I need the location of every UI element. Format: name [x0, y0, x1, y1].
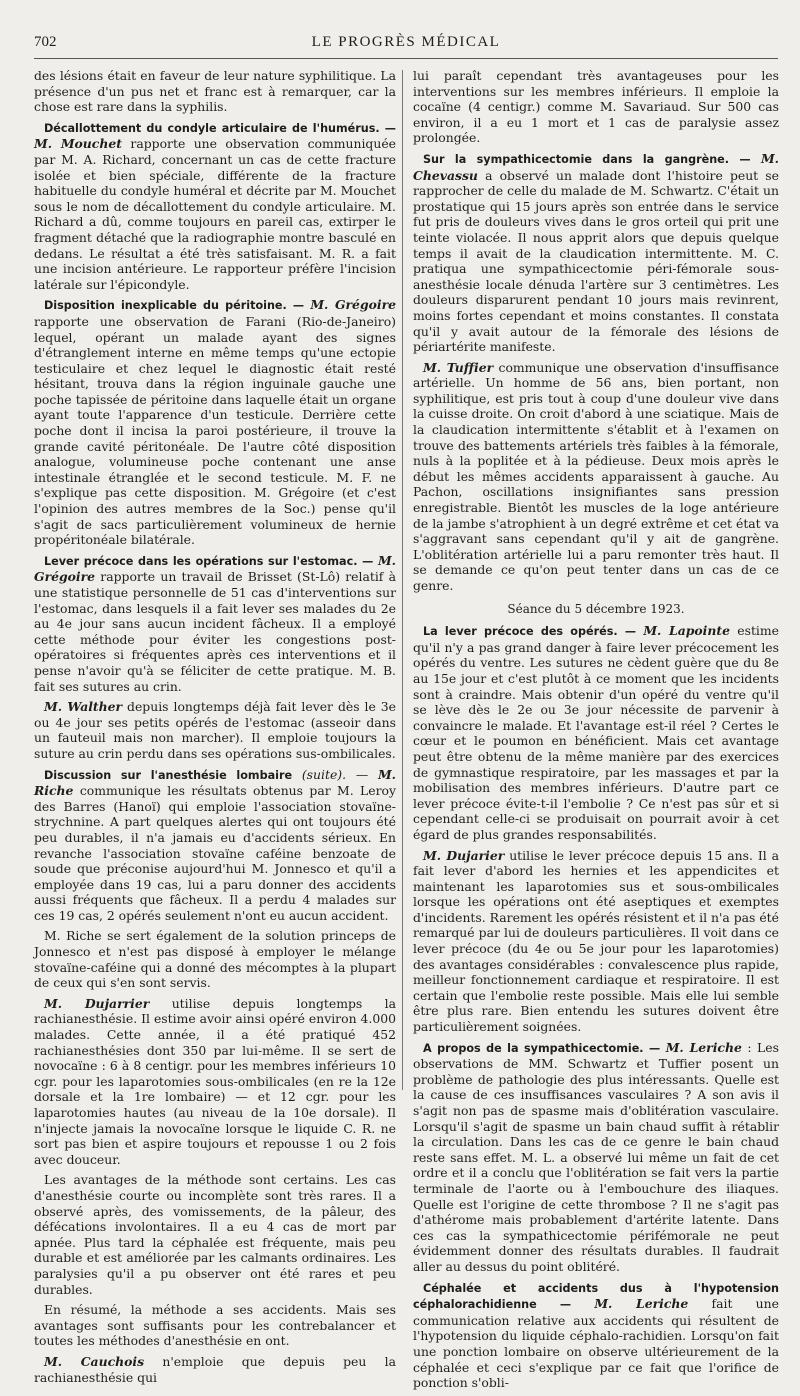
right-column: [413, 68, 779, 1396]
section-heading: Sur la sympathicectomie dans la gangrène. —: [423, 152, 751, 166]
section-text: fait une communication relative aux accidents qui résultent de l'hypotension du liquide céphalo-rachidien. Lorsqu'on fait une ponction lombaire on observe ultérieurement de la céphalée et ceci s'explique par ce fait que l'orifice de ponction s'obli-: [413, 1296, 779, 1391]
section-text: rapporte une observation communiquée par M. A. Richard, concernant un cas de cette fracture isolée et bien spéciale, différente de la fracture habituelle du condyle huméral et décrite par M. Mouchet sous le nom de décallottement du condyle articulaire. M. Richard a dû, comme toujours en pareil cas, extirper le fragment détaché que la radiographie montre basculé en dedans. Le résultat a été très satisfaisant. M. R. a fait une incision antérieure. Le rapporteur préfère l'incision latérale sur l'épicondyle.: [34, 136, 396, 292]
section-cephalee: [413, 1280, 779, 1391]
dash: —: [355, 766, 369, 782]
author-name: M. Dujarrier: [44, 995, 150, 1011]
paragraph-cauchois: [34, 1354, 396, 1385]
paragraph: Les avantages de la méthode sont certains. Les cas d'anesthésie courte ou incomplète sont très rares. Il a observé après, des vomissements, de la pâleur, des défécations involontaires. Il a eu 4 cas de mort par apnée. Plus tard la céphalée est fréquente, mais peu durable et est améliorée par les calmants ordinaires. Les paralysies qu'il a pu observer ont été rares et peu durables.: [34, 1172, 396, 1297]
left-column: [34, 68, 396, 1390]
section-text: communique une observation d'insuffisance artérielle. Un homme de 56 ans, bien portant, non syphilitique, est pris tout à coup d'une douleur vive dans la cuisse droite. On croit d'abord à une sciatique. Mais de la claudication intermittente s'établit et à l'examen on trouve des battements artériels très faibles à la fémorale, nuls à la poplitée et à la pédieuse. Deux mois après le début les mêmes accidents apparaissent à gauche. Au Pachon, oscillations insignifiantes sans pression enregistrable. Bientôt les muscles de la loge antérieure de la jambe s'atrophient à un degré extrême et cet état va s'aggravant sans cependant qu'il y ait de gangrène. L'oblitération artérielle lui a paru remonter très haut. Il se demande ce qu'on peut tenter dans un cas de ce genre.: [413, 359, 779, 593]
section-text: rapporte une observation de Farani (Rio-de-Janeiro) lequel, opérant un malade ayant des signes d'étranglement interne en même temps qu'une ectopie testiculaire et chez lequel le diagnostic était resté hésitant, trouva dans la région inguinale gauche une poche tapissée de péritoine dans laquelle était un organe ayant toute l'apparence d'un testicule. Derrière cette poche dont il incisa la paroi postérieure, il trouve la grande cavité péritonéale. De l'autre côté disposition analogue, volumineuse poche contenant une anse intestinale étranglée et le second testicule. M. F. ne s'explique pas cette disposition. M. Grégoire (et c'est l'opinion des autres membres de la Soc.) pense qu'il s'agit de sacs particulièrement volumineux de hernie propéritonéale bilatérale.: [34, 313, 396, 548]
journal-title: LE PROGRÈS MÉDICAL: [311, 34, 501, 50]
section-text: rapporte un travail de Brisset (St-Lô) relatif à une statistique personnelle de 51 cas d'interventions sur l'estomac, dans lesquels il a fait lever ses malades du 2e au 4e jour sans aucun incident fâcheux. Il a employé cette méthode pour éviter les congestions post-opératoires si fréquentes après ces interventions et il pense n'avoir qu'à se féliciter de cette pratique. M. B. fait ses sutures au crin.: [34, 569, 396, 694]
author-name: M. Grégoire: [310, 297, 396, 313]
section-text: utilise le lever précoce depuis 15 ans. Il a fait lever d'abord les hernies et les appendicites et maintenant les laparotomies sus et sous-ombilicales lorsque les opérations ont été aseptiques et exemptes d'incidents. Rarement les opérés résistent et il n'a pas été remarqué par lui de douleurs particulières. Il voit dans ce lever précoce (du 4e ou 5e jour pour les laparotomies) des avantages considérables : convalescence plus rapide, meilleur fonctionnement cardiaque et respiratoire. Il est certain que l'embolie reste possible. Mais elle lui semble être plus rare. Bien entendu les sutures doivent être particulièrement soignées.: [413, 847, 779, 1035]
section-text: n'emploie que depuis peu la rachianesthésie qui: [34, 1353, 396, 1385]
paragraph-tuffier: [413, 360, 779, 594]
section-heading: Décallottement du condyle articulaire de l'humérus. —: [44, 121, 396, 135]
section-text: communique les résultats obtenus par M. Leroy des Barres (Hanoï) qui emploie l'association stovaïne-strychnine. A part quelques alertes qui ont toujours été peu durables, il n'a jamais eu d'accidents sérieux. En revanche l'association stovaïne caféine benzoate de soude que préconise aujourd'hui M. Jonnesco et qu'il a employée dans 19 cas, lui a paru donner des accidents aussi fréquents que fâcheux. Il a perdu 4 malades sur ces 19 cas, 2 opérés seulement n'ont eu aucun accident.: [34, 783, 396, 923]
column-divider: [402, 70, 403, 1090]
section-sympathicectomie-gangrene: [413, 151, 779, 355]
author-name: M. Walther: [44, 699, 123, 715]
section-text: : Les observations de MM. Schwartz et Tuffier posent un problème de pathologie des plus intéressants. Quelle est la cause de ces insuffisances vasculaires ? A son avis il s'agit non pas de spasme mais d'oblitération vasculaire. Lorsqu'il s'agit de spasme un bain chaud suffit à rétablir la circulation. Dans les cas de ce genre le bain chaud reste sans effet. M. L. a observé lui même un fait de cet ordre et il a conclu que l'oblitération se fait vers la partie terminale de l'aorte ou à l'embouchure des iliaques. Quelle est l'origine de cette thrombose ? Il ne s'agit pas d'athérome mais probablement d'artérite latente. Dans ces cas la sympathicectomie périfémorale ne peut évidemment donner des résultats durables. Il faudrait aller au dessus du point oblitéré.: [413, 1039, 779, 1274]
section-heading: La lever précoce des opérés. —: [423, 625, 637, 639]
page-header: [34, 34, 778, 59]
section-text: estime qu'il n'y a pas grand danger à faire lever précocement les opérés du ventre. Les sutures ne cèdent guère que du 8e au 15e jour et c'est plutôt à ce moment que les incidents sont à craindre. Mais obtenir d'un opéré du ventre qu'il se lève dès le 2e ou 3e jour nécessite de parvenir à convaincre le malade. Et l'avantage est-il réel ? Certes le cœur et le poumon en bénéficient. Mais cet avantage peut être obtenu de la même manière par des exercices de gymnastique respiratoire, par les massages et par la mobilisation des membres inférieurs. D'autre part ce lever précoce évite-t-il l'embolie ? Ce n'est pas sûr et si cependant celle-ci se produisait on pourrait avoir à cet égard de plus grandes responsabilités.: [413, 623, 779, 842]
paragraph: des lésions était en faveur de leur nature syphilitique. La présence d'un pus net et franc est à remarquer, car la chose est rare dans la syphilis.: [34, 68, 396, 115]
section-suite: (suite).: [301, 766, 347, 782]
author-name: M. Leriche: [665, 1039, 742, 1055]
section-heading: A propos de la sympathicectomie. —: [423, 1041, 661, 1055]
author-name: M. Chevassu: [413, 150, 779, 183]
author-name: M. Lapointe: [643, 623, 730, 639]
section-propos-sympathicectomie: [413, 1040, 779, 1275]
section-heading: Disposition inexplicable du péritoine. —: [44, 299, 305, 313]
section-lever-estomac: [34, 553, 396, 694]
section-decallottement: [34, 120, 396, 293]
author-name: M. Dujarier: [423, 847, 505, 863]
page-number: 702: [34, 34, 57, 50]
paragraph: M. Riche se sert également de la solution princeps de Jonnesco et n'est pas disposé à employer le mélange stovaïne-caféine qui a donné des mécomptes à la plupart de ceux qui s'en sont servis.: [34, 928, 396, 991]
section-heading: Lever précoce dans les opérations sur l'estomac. —: [44, 554, 374, 568]
author-name: M. Riche: [34, 766, 396, 799]
session-date: Séance du 5 décembre 1923.: [507, 601, 685, 616]
section-anesthesie: [34, 767, 396, 924]
section-text: depuis longtemps déjà fait lever dès le 3e ou 4e jour ses petits opérés de l'estomac (asseoir dans un fauteuil mais non marcher). Il emploie toujours la suture au crin perdu dans ses opérations sus-ombilicales.: [34, 699, 396, 761]
section-peritoine: [34, 297, 396, 548]
section-text: utilise depuis longtemps la rachianesthésie. Il estime avoir ainsi opéré environ 4.000 malades. Cette année, il a été pratiqué 452 rachianesthésies dont 350 par lui-même. Il se sert de novocaïne : 6 à 8 centigr. pour les membres inférieurs 10 cgr. pour les laparotomies sous-ombilicales (en re la 12e dorsale et la 1re lombaire) — et 12 cgr. pour les laparotomies hautes (au niveau de la 10e dorsale). Il n'injecte jamais la novocaïne lorsque le liquide C. R. ne sort pas bien et aspire toujours et repousse 1 ou 2 fois avec douceur.: [34, 995, 396, 1167]
section-lever-precoce: [413, 623, 779, 842]
paragraph-walther: [34, 699, 396, 761]
author-name: M. Leriche: [594, 1296, 689, 1312]
paragraph: En résumé, la méthode a ses accidents. Mais ses avantages sont suffisants pour les contrebalancer et toutes les méthodes d'anesthésie en ont.: [34, 1302, 396, 1349]
section-heading: Discussion sur l'anesthésie lombaire: [44, 768, 293, 782]
paragraph: lui paraît cependant très avantageuses pour les interventions sur les membres inférieurs. Il emploie la cocaïne (4 centigr.) comme M. Savariaud. Sur 500 cas environ, il a eu 1 mort et 1 cas de paralysie assez prolongée.: [413, 68, 779, 146]
author-name: M. Grégoire: [34, 552, 396, 585]
paragraph-dujarrier: [34, 996, 396, 1168]
author-name: M. Mouchet: [34, 136, 122, 152]
paragraph-dujarier: [413, 848, 779, 1035]
author-name: M. Tuffier: [423, 359, 494, 375]
author-name: M. Cauchois: [44, 1353, 145, 1369]
section-text: a observé un malade dont l'histoire peut se rapprocher de celle du malade de M. Schwartz. C'était un prostatique qui 15 jours après son entrée dans le service fut pris de douleurs vives dans le gros orteil qui prit une teinte violacée. Il nous apprit alors que depuis quelque temps il avait de la claudication intermittente. M. C. pratiqua une sympathicectomie péri-fémorale sous-anesthésie locale dénuda l'artère sur 3 centimètres. Les douleurs disparurent pendant 10 jours mais revinrent, moins fortes cependant et moins constantes. Il constata qu'il y avait autour de la fémorale des lésions de périartérite manifeste.: [413, 167, 779, 355]
section-heading: Céphalée et accidents dus à l'hypotension céphalorachidienne —: [413, 1281, 779, 1312]
